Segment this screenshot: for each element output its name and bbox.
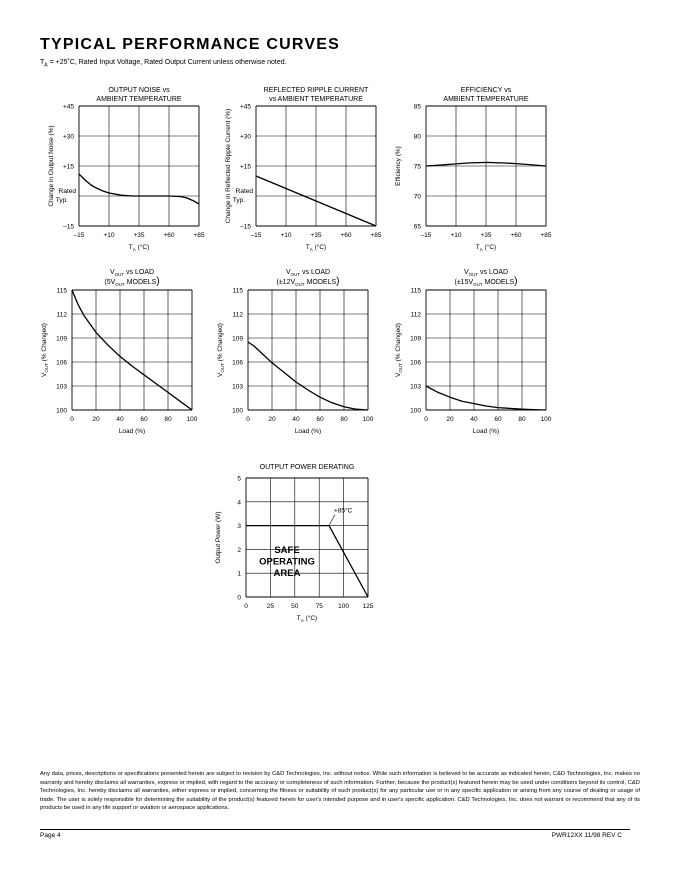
y-tick-label: 100 <box>56 407 67 415</box>
chart-title-line: $V_{OUT}$ vs LOAD <box>285 269 331 277</box>
x-tick-label: 75 <box>315 603 323 610</box>
chart-title-line: $V_{OUT}$ vs LOAD <box>463 269 509 277</box>
y-tick-label: +30 <box>239 133 251 141</box>
x-tick-label: –15 <box>250 232 262 239</box>
chart-title-line: ($\pm 12V_{OUT}$ MODELS) <box>276 276 340 287</box>
x-tick-label: 20 <box>268 416 276 423</box>
data-series-line <box>248 342 368 410</box>
x-tick-label: 60 <box>316 416 324 423</box>
y-tick-label: 3 <box>237 523 241 531</box>
y-tick-label: 112 <box>410 311 421 319</box>
y-axis-label: $V_{OUT}$ (% Changed) <box>395 323 403 377</box>
y-tick-label: +30 <box>62 133 74 141</box>
x-tick-label: +10 <box>103 232 115 239</box>
disclaimer-text: Any data, prices, descriptions or specifications presented herein are subject to revision by C&D Technologies, Inc. without notice. While such information is believed to be accurate as indicated herein, C&D Technologies, Inc. makes no warranty and hereby disclaims all warranties, express or implied, with regard to the accuracy or completeness of such information. Further, because the product(s) featured herein may be used under conditions beyond its control, C&D Technologies, Inc. hereby disclaims all warranties, either express or implied, concerning the fitness or suitability of such product(s) for any particular use or in any specific application or arising from any course of dealing or usage of trade. The user is solely responsible for determining the suitability of the product(s) featured herein for user's intended purpose and in user's specific application. C&D Technologies, Inc. does not warrant or recommend that any of its products be used in any life support or aviation or aerospace applications. <box>40 771 640 812</box>
x-tick-label: 0 <box>246 416 250 423</box>
x-axis-label: $T_A$ (°C) <box>296 615 318 623</box>
y-tick-label: 65 <box>413 223 421 231</box>
y-tick-label: –15 <box>240 223 251 231</box>
y-tick-label: 115 <box>410 287 421 295</box>
x-tick-label: 40 <box>470 416 478 423</box>
y-tick-label: 112 <box>232 311 243 319</box>
y-tick-label: +15 <box>62 163 74 171</box>
chart-output-power-derating <box>200 460 400 630</box>
safe-operating-area-label: SAFE <box>274 544 300 556</box>
chart-vout-load-5v <box>20 262 220 442</box>
page-title: TYPICAL PERFORMANCE CURVES <box>40 36 340 53</box>
x-tick-label: +60 <box>163 232 175 239</box>
x-tick-label: 20 <box>92 416 100 423</box>
x-tick-label: +10 <box>450 232 462 239</box>
x-tick-label: +85 <box>370 232 382 239</box>
footer-divider <box>40 829 630 830</box>
x-tick-label: +35 <box>480 232 492 239</box>
y-tick-label: +45 <box>239 103 251 111</box>
y-tick-label: 2 <box>237 546 241 554</box>
x-tick-label: 20 <box>446 416 454 423</box>
y-tick-label: Rated <box>58 188 76 195</box>
chart-title-line: $V_{OUT}$ vs LOAD <box>109 269 155 277</box>
chart-title-line: AMBIENT TEMPERATURE <box>443 96 529 103</box>
y-tick-label: 1 <box>237 570 241 578</box>
y-tick-label: 112 <box>56 311 67 319</box>
chart-title-line: OUTPUT NOISE vs <box>108 87 170 94</box>
chart-title-line: AMBIENT TEMPERATURE <box>96 96 182 103</box>
x-tick-label: 0 <box>424 416 428 423</box>
x-tick-label: 40 <box>116 416 124 423</box>
y-tick-label: 103 <box>410 383 421 391</box>
x-tick-label: 0 <box>70 416 74 423</box>
y-tick-label: 106 <box>410 359 421 367</box>
x-tick-label: 100 <box>362 416 374 423</box>
chart-reflected-ripple <box>200 80 400 255</box>
y-tick-label: 115 <box>56 287 67 295</box>
y-tick-label: 0 <box>237 594 241 602</box>
y-tick-label: 85 <box>413 103 421 111</box>
y-tick-label: 106 <box>232 359 243 367</box>
x-tick-label: 100 <box>540 416 552 423</box>
x-tick-label: 40 <box>292 416 300 423</box>
data-series-line <box>426 386 546 410</box>
x-tick-label: –15 <box>73 232 85 239</box>
x-axis-label: $T_A$ (°C) <box>475 244 497 252</box>
x-tick-label: 60 <box>140 416 148 423</box>
page-number: Page 4 <box>40 832 61 839</box>
y-tick-label: 4 <box>237 499 241 507</box>
x-tick-label: +85 <box>540 232 552 239</box>
x-tick-label: 50 <box>291 603 299 610</box>
x-tick-label: 80 <box>340 416 348 423</box>
chart-title-line: EFFICIENCY vs <box>460 87 512 94</box>
x-tick-label: 60 <box>494 416 502 423</box>
annotation-label: +85°C <box>333 507 353 515</box>
chart-title-line: vs AMBIENT TEMPERATURE <box>269 96 363 103</box>
chart-efficiency <box>380 80 580 255</box>
y-tick-label: +45 <box>62 103 74 111</box>
safe-operating-area-label: OPERATING <box>259 556 315 568</box>
y-tick-label: 103 <box>232 383 243 391</box>
y-tick-label: 109 <box>232 335 243 343</box>
annotation-leader <box>329 515 335 526</box>
x-tick-label: +60 <box>510 232 522 239</box>
x-tick-label: 125 <box>362 603 374 610</box>
y-axis-label: $V_{OUT}$ (% Changed) <box>41 323 49 377</box>
y-tick-label: 5 <box>237 475 241 483</box>
y-tick-label: +15 <box>239 163 251 171</box>
y-axis-label: Output Power (W) <box>215 511 222 564</box>
document-revision: PWR12XX 11/98 REV C <box>551 832 622 839</box>
x-tick-label: 100 <box>186 416 198 423</box>
y-tick-label: 106 <box>56 359 67 367</box>
y-tick-label: 80 <box>413 133 421 141</box>
x-tick-label: +10 <box>280 232 292 239</box>
safe-operating-area-label: AREA <box>273 567 301 579</box>
y-tick-label: Typ. <box>232 197 245 204</box>
chart-title-line: REFLECTED RIPPLE CURRENT <box>263 87 369 94</box>
x-axis-label: Load (%) <box>118 428 146 435</box>
x-tick-label: 100 <box>338 603 350 610</box>
x-tick-label: +35 <box>133 232 145 239</box>
x-axis-label: $T_A$ (°C) <box>305 244 327 252</box>
y-tick-label: 100 <box>232 407 243 415</box>
y-tick-label: 109 <box>410 335 421 343</box>
x-tick-label: +35 <box>310 232 322 239</box>
y-tick-label: 75 <box>413 163 421 171</box>
x-tick-label: 0 <box>244 603 248 610</box>
y-tick-label: Rated <box>235 188 253 195</box>
x-tick-label: +60 <box>340 232 352 239</box>
x-tick-label: 25 <box>266 603 275 610</box>
x-axis-label: Load (%) <box>472 428 500 435</box>
y-tick-label: 100 <box>410 407 421 415</box>
y-axis-label: Efficiency (%) <box>395 146 402 186</box>
chart-title-line: OUTPUT POWER DERATING <box>259 464 355 471</box>
y-axis-label: Change in Output Noise (%) <box>48 125 55 207</box>
chart-vout-load-15v <box>380 262 580 442</box>
y-tick-label: 103 <box>56 383 67 391</box>
x-tick-label: 80 <box>164 416 172 423</box>
chart-vout-load-12v <box>200 262 400 442</box>
x-axis-label: Load (%) <box>294 428 322 435</box>
x-tick-label: +85 <box>193 232 205 239</box>
chart-title-line: ($\pm 15V_{OUT}$ MODELS) <box>454 276 518 287</box>
y-tick-label: 109 <box>56 335 67 343</box>
y-tick-label: 115 <box>232 287 243 295</box>
data-series-line <box>72 290 192 410</box>
y-tick-label: 70 <box>413 193 421 201</box>
y-tick-label: Typ. <box>55 197 68 204</box>
y-tick-label: –15 <box>63 223 74 231</box>
y-axis-label: $V_{OUT}$ (% Changed) <box>217 323 225 377</box>
test-conditions: $T_A$ = +25˚C, Rated Input Voltage, Rated Output Current unless otherwise noted. <box>40 59 287 69</box>
x-axis-label: $T_A$ (°C) <box>128 244 150 252</box>
x-tick-label: 80 <box>518 416 526 423</box>
chart-output-noise <box>20 80 220 255</box>
x-tick-label: –15 <box>420 232 432 239</box>
y-axis-label: Change in Reflected Ripple Current (%) <box>225 108 232 224</box>
chart-title-line: ($5V_{OUT}$ MODELS) <box>104 276 160 287</box>
